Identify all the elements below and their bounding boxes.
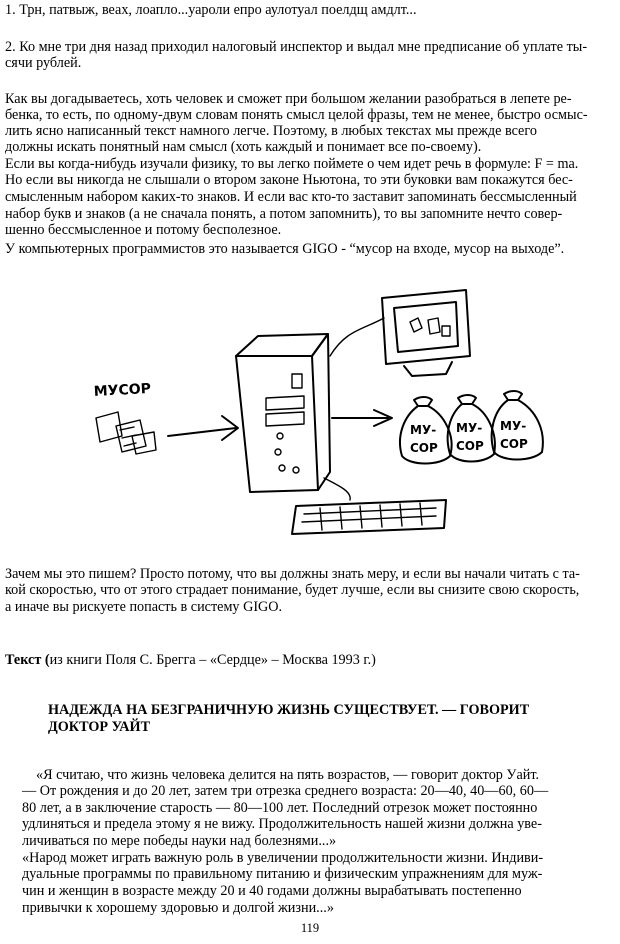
keyboard-icon [292,500,446,534]
line-p2b: сячи рублей. [5,55,82,71]
bag-1-label-bottom-icon: СОР [410,441,438,455]
line-p6a: Зачем мы это пишем? Просто потому, что вы должны знать меру, и если вы начали читать с та- [5,566,580,582]
page-number: 119 [300,921,320,935]
line-q2: — От рождения и до 20 лет, затем три отрезка среднего возраста: 20—40, 40—60, 60— [22,783,549,799]
line-q9: привычки к хорошему здоровью и долгой жизни...» [22,900,334,916]
keyboard-cable-icon [324,478,350,500]
monitor-cable-icon [330,318,384,356]
bag-3-label-top-icon: МУ- [500,419,527,433]
bag-2-label-top-icon: МУ- [456,421,483,435]
line-p5: У компьютерных программистов это называется GIGO - “мусор на входе, мусор на выходе”. [5,241,565,257]
line-q6: «Народ может играть важную роль в увеличении продолжительности жизни. Индиви- [22,850,544,866]
line-q7: дуальные программы по правильному питанию и физическим упражнениям для муж- [22,866,543,882]
line-p2a: 2. Ко мне три дня назад приходил налоговый инспектор и выдал мне предписание об уплате ты- [5,39,588,55]
monitor-icon [382,290,470,376]
source-line [5,652,376,668]
line-p3a: Как вы догадываетесь, хоть человек и сможет при большом желании разобраться в лепете ре- [5,91,572,107]
article-heading-line1: НАДЕЖДА НА БЕЗГРАНИЧНУЮ ЖИЗНЬ СУЩЕСТВУЕТ. — ГОВОРИТ [48,702,530,718]
line-p6c: а иначе вы рискуете попасть в систему GIGO. [5,599,283,615]
line-p4c: смысленным набором каких-то знаков. И если вас кто-то заставит запоминать бессмысленный [5,189,577,205]
computer-tower-icon [236,334,330,492]
money-pile-icon [96,412,156,454]
musor-label-icon: МУСОР [93,381,152,400]
line-p4b: Но если вы никогда не слышали о втором законе Ньютона, то эти буковки вам покажутся бес- [5,172,573,188]
source-label: Текст ( [5,652,50,668]
bag-2-label-bottom-icon: СОР [456,439,484,453]
bag-3-label-bottom-icon: СОР [500,437,528,451]
source-text: из книги Поля С. Брегга – «Сердце» – Москва 1993 г.) [49,652,376,668]
input-arrow-icon [168,416,238,440]
line-p3c: лить ясно написанный текст намного легче. Поэтому, в любых текстах мы прежде всего [5,123,537,139]
line-p4e: шенно бессмысленное и потому бесполезное. [5,222,282,238]
line-q8: чин и женщин в возрасте между 20 и 40 годами должны вырабатывать постепенно [22,883,522,899]
line-p6b: кой скоростью, что от этого страдает понимание, будет лучше, если вы снизите свою скорость, [5,582,580,598]
line-q4: удлиняться и предела этому я не вижу. Продолжительность нашей жизни должна уве- [22,816,542,832]
line-q1: «Я считаю, что жизнь человека делится на пять возрастов, — говорит доктор Уайт. [36,767,540,783]
bag-1-label-top-icon: МУ- [410,423,437,437]
line-q3: 80 лет, а в заключение старость — 80—100 лет. Последний отрезок может постоянно [22,800,538,816]
article-heading-line2: ДОКТОР УАЙТ [48,719,151,735]
line-q5: личиваться по мере победы науки над болезнями...» [22,833,337,849]
line-p1: 1. Трн, патвыж, веах, лоапло...уароли епро аулотуал поелдщ амдлт... [5,2,417,18]
line-p3d: должны искать понятный нам смысл (хоть каждый и понимает все по-своему). [5,139,482,155]
line-p3b: бенка, то есть, по одному-двум словам понять смысл целой фразы, тем не менее, быстро осмыс- [5,107,588,123]
line-p4a: Если вы когда-нибудь изучали физику, то вы легко поймете о чем идет речь в формуле: F = ma. [5,156,579,172]
line-p4d: набор букв и знаков (а не сначала понять, а потом запомнить), то вы запомните нечто совер- [5,206,563,222]
output-arrow-icon [332,410,392,426]
